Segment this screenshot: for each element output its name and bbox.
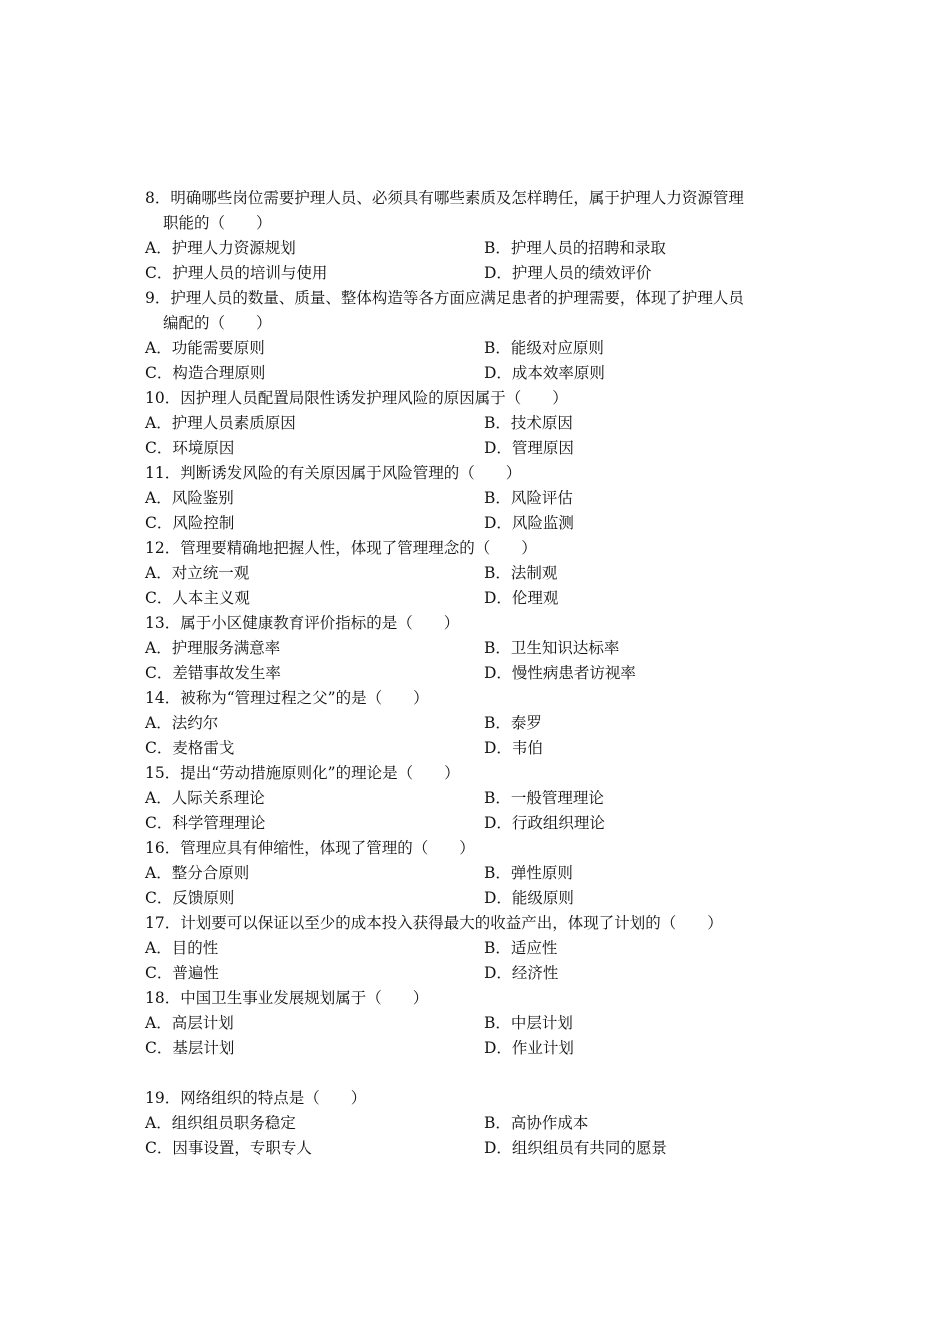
option-c: C．科学管理理论 xyxy=(145,814,266,832)
question-13 xyxy=(145,611,825,686)
question-stem xyxy=(145,986,825,1011)
options xyxy=(145,861,825,911)
option-a: A．整分合原则 xyxy=(145,864,250,882)
option-a: A．护理服务满意率 xyxy=(145,639,281,657)
option-a: A．功能需要原则 xyxy=(145,339,265,357)
option-d: D．伦理观 xyxy=(484,589,559,607)
option-c: C．差错事故发生率 xyxy=(145,664,281,682)
blank-line xyxy=(145,1061,825,1086)
option-d: D．经济性 xyxy=(484,964,559,982)
option-d: D．韦伯 xyxy=(484,739,543,757)
option-b: B．护理人员的招聘和录取 xyxy=(484,239,666,257)
question-stem xyxy=(145,186,825,236)
option-b: B．泰罗 xyxy=(484,714,542,732)
stem-line: 9．护理人员的数量、质量、整体构造等各方面应满足患者的护理需要，体现了护理人员 xyxy=(145,289,744,307)
option-c: C．护理人员的培训与使用 xyxy=(145,264,328,282)
option-c: C．反馈原则 xyxy=(145,889,235,907)
stem-line: 14．被称为“管理过程之父”的是（ ） xyxy=(145,689,429,707)
stem-line: 8．明确哪些岗位需要护理人员、必须具有哪些素质及怎样聘任，属于护理人力资源管理 xyxy=(145,189,744,207)
option-c: C．风险控制 xyxy=(145,514,235,532)
question-9 xyxy=(145,286,825,386)
option-c: C．普遍性 xyxy=(145,964,219,982)
option-d: D．组织组员有共同的愿景 xyxy=(484,1139,667,1157)
stem-line-continued: 编配的（ ） xyxy=(163,314,272,332)
stem-line: 10．因护理人员配置局限性诱发护理风险的原因属于（ ） xyxy=(145,389,568,407)
option-b: B．一般管理理论 xyxy=(484,789,604,807)
option-d: D．能级原则 xyxy=(484,889,574,907)
options xyxy=(145,486,825,536)
option-b: B．高协作成本 xyxy=(484,1114,589,1132)
options xyxy=(145,936,825,986)
option-d: D．风险监测 xyxy=(484,514,574,532)
stem-line: 18．中国卫生事业发展规划属于（ ） xyxy=(145,989,429,1007)
option-b: B．技术原因 xyxy=(484,414,573,432)
question-14 xyxy=(145,686,825,761)
stem-line: 19．网络组织的特点是（ ） xyxy=(145,1089,367,1107)
option-a: A．风险鉴别 xyxy=(145,489,234,507)
stem-line: 17．计划要可以保证以至少的成本投入获得最大的收益产出，体现了计划的（ ） xyxy=(145,914,723,932)
options xyxy=(145,411,825,461)
option-c: C．人本主义观 xyxy=(145,589,250,607)
option-c: C．因事设置，专职专人 xyxy=(145,1139,312,1157)
option-d: D．作业计划 xyxy=(484,1039,574,1057)
question-stem xyxy=(145,611,825,636)
option-b: B．风险评估 xyxy=(484,489,573,507)
option-d: D．管理原因 xyxy=(484,439,574,457)
options xyxy=(145,336,825,386)
question-stem xyxy=(145,536,825,561)
option-d: D．护理人员的绩效评价 xyxy=(484,264,652,282)
option-d: D．慢性病患者访视率 xyxy=(484,664,636,682)
question-16 xyxy=(145,836,825,911)
stem-line: 13．属于小区健康教育评价指标的是（ ） xyxy=(145,614,460,632)
options xyxy=(145,1111,825,1161)
question-11 xyxy=(145,461,825,536)
option-b: B．卫生知识达标率 xyxy=(484,639,620,657)
stem-line: 12．管理要精确地把握人性，体现了管理理念的（ ） xyxy=(145,539,537,557)
option-c: C．麦格雷戈 xyxy=(145,739,235,757)
question-17 xyxy=(145,911,825,986)
option-a: A．组织组员职务稳定 xyxy=(145,1114,296,1132)
option-c: C．构造合理原则 xyxy=(145,364,266,382)
options xyxy=(145,636,825,686)
option-a: A．人际关系理论 xyxy=(145,789,265,807)
option-d: D．成本效率原则 xyxy=(484,364,605,382)
options xyxy=(145,786,825,836)
question-19 xyxy=(145,1086,825,1161)
options xyxy=(145,236,825,286)
stem-line-continued: 职能的（ ） xyxy=(163,214,272,232)
stem-line: 15．提出“劳动措施原则化”的理论是（ ） xyxy=(145,764,460,782)
stem-line: 16．管理应具有伸缩性，体现了管理的（ ） xyxy=(145,839,475,857)
question-stem xyxy=(145,386,825,411)
option-a: A．高层计划 xyxy=(145,1014,234,1032)
question-stem xyxy=(145,1086,825,1111)
question-18 xyxy=(145,986,825,1061)
question-stem xyxy=(145,286,825,336)
option-a: A．对立统一观 xyxy=(145,564,250,582)
option-b: B．弹性原则 xyxy=(484,864,573,882)
question-12 xyxy=(145,536,825,611)
option-a: A．护理人力资源规划 xyxy=(145,239,296,257)
exam-page xyxy=(145,186,825,1161)
question-stem xyxy=(145,911,825,936)
option-c: C．环境原因 xyxy=(145,439,235,457)
option-a: A．目的性 xyxy=(145,939,219,957)
question-15 xyxy=(145,761,825,836)
options xyxy=(145,711,825,761)
option-b: B．法制观 xyxy=(484,564,558,582)
option-c: C．基层计划 xyxy=(145,1039,235,1057)
option-a: A．法约尔 xyxy=(145,714,219,732)
options xyxy=(145,1011,825,1061)
question-stem xyxy=(145,836,825,861)
question-stem xyxy=(145,461,825,486)
option-b: B．适应性 xyxy=(484,939,558,957)
options xyxy=(145,561,825,611)
stem-line: 11．判断诱发风险的有关原因属于风险管理的（ ） xyxy=(145,464,522,482)
question-8 xyxy=(145,186,825,286)
question-stem xyxy=(145,761,825,786)
option-d: D．行政组织理论 xyxy=(484,814,605,832)
option-b: B．能级对应原则 xyxy=(484,339,604,357)
option-a: A．护理人员素质原因 xyxy=(145,414,296,432)
question-stem xyxy=(145,686,825,711)
question-10 xyxy=(145,386,825,461)
option-b: B．中层计划 xyxy=(484,1014,573,1032)
